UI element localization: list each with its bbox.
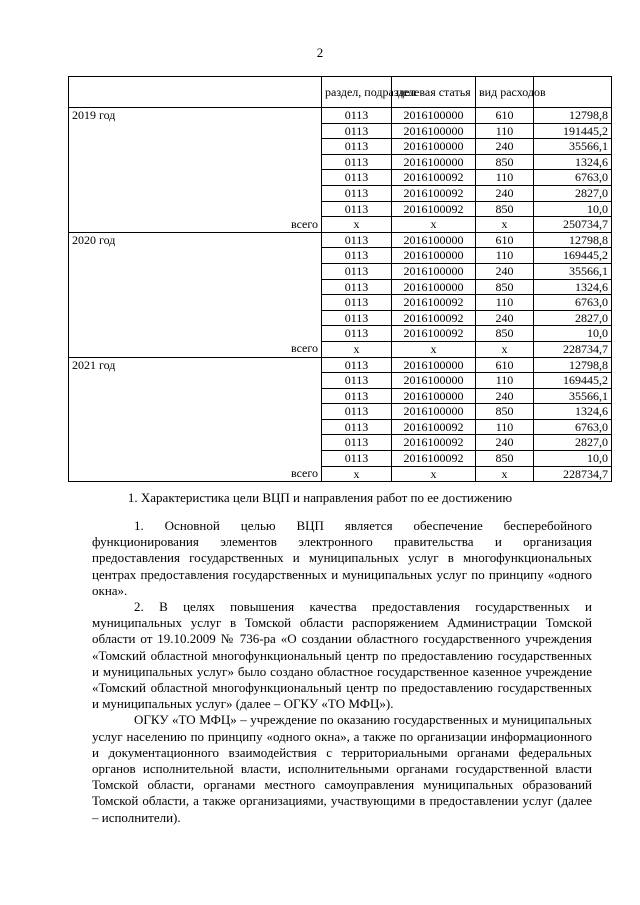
cell-amount: 169445,2 bbox=[534, 373, 612, 389]
paragraph-1: 1. Основной целью ВЦП является обеспечение бесперебойного функционирования элементов электронного правительства и организация предоставления государственных и муниципальных услуг в многофункциональных центрах предоставления государственных и муниципальных услуг по принципу «одного окна». bbox=[92, 518, 592, 598]
cell-amount: 35566,1 bbox=[534, 263, 612, 279]
total-row bbox=[69, 466, 612, 482]
cell-type: 850 bbox=[476, 326, 534, 342]
cell-type: 240 bbox=[476, 263, 534, 279]
cell-type: 110 bbox=[476, 419, 534, 435]
header-target: целевая статья bbox=[392, 77, 476, 108]
total-amount: 228734,7 bbox=[534, 341, 612, 357]
row-label-empty bbox=[69, 201, 322, 217]
cell-amount: 10,0 bbox=[534, 201, 612, 217]
cell-target: 2016100092 bbox=[392, 185, 476, 201]
cell-target: 2016100092 bbox=[392, 170, 476, 186]
total-target: х bbox=[392, 341, 476, 357]
cell-target: 2016100000 bbox=[392, 248, 476, 264]
year-label: 2019 год bbox=[69, 108, 322, 124]
cell-type: 110 bbox=[476, 170, 534, 186]
row-label-empty bbox=[69, 263, 322, 279]
row-label-empty bbox=[69, 295, 322, 311]
total-type: х bbox=[476, 341, 534, 357]
cell-amount: 12798,8 bbox=[534, 232, 612, 248]
cell-section: 0113 bbox=[322, 404, 392, 420]
cell-target: 2016100000 bbox=[392, 123, 476, 139]
header-label bbox=[69, 77, 322, 108]
cell-section: 0113 bbox=[322, 295, 392, 311]
cell-section: 0113 bbox=[322, 123, 392, 139]
row-label-empty bbox=[69, 388, 322, 404]
row-label-empty bbox=[69, 279, 322, 295]
cell-section: 0113 bbox=[322, 388, 392, 404]
row-label-empty bbox=[69, 451, 322, 467]
cell-amount: 1324,6 bbox=[534, 154, 612, 170]
cell-section: 0113 bbox=[322, 279, 392, 295]
table-row bbox=[69, 232, 612, 248]
cell-amount: 2827,0 bbox=[534, 185, 612, 201]
total-target: х bbox=[392, 466, 476, 482]
cell-type: 110 bbox=[476, 295, 534, 311]
total-amount: 250734,7 bbox=[534, 217, 612, 233]
cell-type: 240 bbox=[476, 435, 534, 451]
table-row bbox=[69, 404, 612, 420]
cell-type: 610 bbox=[476, 357, 534, 373]
cell-target: 2016100000 bbox=[392, 108, 476, 124]
table-row bbox=[69, 357, 612, 373]
cell-section: 0113 bbox=[322, 108, 392, 124]
cell-target: 2016100000 bbox=[392, 139, 476, 155]
cell-target: 2016100000 bbox=[392, 404, 476, 420]
table-row bbox=[69, 263, 612, 279]
cell-amount: 35566,1 bbox=[534, 388, 612, 404]
cell-type: 850 bbox=[476, 154, 534, 170]
total-amount: 228734,7 bbox=[534, 466, 612, 482]
table-row bbox=[69, 154, 612, 170]
header-section: раздел, подраздел bbox=[322, 77, 392, 108]
cell-type: 110 bbox=[476, 123, 534, 139]
table-row bbox=[69, 139, 612, 155]
table-row bbox=[69, 123, 612, 139]
table-row bbox=[69, 373, 612, 389]
table-row bbox=[69, 248, 612, 264]
total-section: х bbox=[322, 217, 392, 233]
cell-section: 0113 bbox=[322, 170, 392, 186]
header-type: вид расходов bbox=[476, 77, 534, 108]
budget-table bbox=[68, 76, 612, 482]
table-row bbox=[69, 435, 612, 451]
cell-amount: 12798,8 bbox=[534, 357, 612, 373]
cell-amount: 6763,0 bbox=[534, 170, 612, 186]
total-label: всего bbox=[69, 341, 322, 357]
cell-target: 2016100092 bbox=[392, 326, 476, 342]
row-label-empty bbox=[69, 404, 322, 420]
year-label: 2021 год bbox=[69, 357, 322, 373]
cell-target: 2016100092 bbox=[392, 419, 476, 435]
paragraph-3: ОГКУ «ТО МФЦ» – учреждение по оказанию государственных и муниципальных услуг населению по принципу «одного окна», а также по организации информационного и документационного взаимодействия с территориальными органами федеральных органов исполнительной власти, исполнительными органами государственной власти Томской области, органами местного самоуправления муниципальных образований Томской области, а также организациями, участвующими в предоставлении услуг (далее – исполнители). bbox=[92, 712, 592, 825]
table-row bbox=[69, 295, 612, 311]
table-row bbox=[69, 451, 612, 467]
total-type: х bbox=[476, 217, 534, 233]
cell-section: 0113 bbox=[322, 248, 392, 264]
cell-section: 0113 bbox=[322, 139, 392, 155]
cell-target: 2016100092 bbox=[392, 310, 476, 326]
row-label-empty bbox=[69, 123, 322, 139]
row-label-empty bbox=[69, 310, 322, 326]
cell-amount: 6763,0 bbox=[534, 295, 612, 311]
cell-target: 2016100000 bbox=[392, 263, 476, 279]
table-header-row bbox=[69, 77, 612, 108]
cell-amount: 10,0 bbox=[534, 326, 612, 342]
cell-amount: 10,0 bbox=[534, 451, 612, 467]
cell-target: 2016100092 bbox=[392, 295, 476, 311]
row-label-empty bbox=[69, 170, 322, 186]
cell-target: 2016100000 bbox=[392, 373, 476, 389]
cell-target: 2016100092 bbox=[392, 451, 476, 467]
row-label-empty bbox=[69, 185, 322, 201]
cell-type: 850 bbox=[476, 279, 534, 295]
cell-type: 610 bbox=[476, 232, 534, 248]
cell-target: 2016100000 bbox=[392, 357, 476, 373]
cell-section: 0113 bbox=[322, 357, 392, 373]
total-target: х bbox=[392, 217, 476, 233]
cell-target: 2016100000 bbox=[392, 232, 476, 248]
row-label-empty bbox=[69, 248, 322, 264]
cell-type: 850 bbox=[476, 404, 534, 420]
table-row bbox=[69, 170, 612, 186]
cell-amount: 2827,0 bbox=[534, 310, 612, 326]
page-number: 2 bbox=[316, 45, 324, 60]
total-label: всего bbox=[69, 466, 322, 482]
cell-type: 850 bbox=[476, 451, 534, 467]
cell-section: 0113 bbox=[322, 232, 392, 248]
section-heading: 1. Характеристика цели ВЦП и направления работ по ее достижению bbox=[127, 490, 513, 505]
cell-target: 2016100000 bbox=[392, 154, 476, 170]
cell-section: 0113 bbox=[322, 263, 392, 279]
total-label: всего bbox=[69, 217, 322, 233]
cell-amount: 2827,0 bbox=[534, 435, 612, 451]
table-row bbox=[69, 279, 612, 295]
row-label-empty bbox=[69, 326, 322, 342]
cell-target: 2016100092 bbox=[392, 201, 476, 217]
cell-type: 240 bbox=[476, 139, 534, 155]
year-label: 2020 год bbox=[69, 232, 322, 248]
cell-amount: 12798,8 bbox=[534, 108, 612, 124]
cell-section: 0113 bbox=[322, 326, 392, 342]
cell-amount: 169445,2 bbox=[534, 248, 612, 264]
cell-type: 110 bbox=[476, 248, 534, 264]
cell-section: 0113 bbox=[322, 451, 392, 467]
cell-section: 0113 bbox=[322, 185, 392, 201]
cell-section: 0113 bbox=[322, 310, 392, 326]
cell-section: 0113 bbox=[322, 373, 392, 389]
row-label-empty bbox=[69, 139, 322, 155]
cell-target: 2016100092 bbox=[392, 435, 476, 451]
cell-section: 0113 bbox=[322, 201, 392, 217]
cell-section: 0113 bbox=[322, 419, 392, 435]
row-label-empty bbox=[69, 373, 322, 389]
cell-type: 850 bbox=[476, 201, 534, 217]
cell-amount: 6763,0 bbox=[534, 419, 612, 435]
cell-type: 240 bbox=[476, 388, 534, 404]
table-row bbox=[69, 108, 612, 124]
body-text bbox=[92, 518, 592, 826]
cell-section: 0113 bbox=[322, 154, 392, 170]
cell-target: 2016100000 bbox=[392, 388, 476, 404]
table-row bbox=[69, 419, 612, 435]
table-row bbox=[69, 326, 612, 342]
cell-amount: 191445,2 bbox=[534, 123, 612, 139]
total-section: х bbox=[322, 466, 392, 482]
row-label-empty bbox=[69, 435, 322, 451]
total-type: х bbox=[476, 466, 534, 482]
cell-amount: 35566,1 bbox=[534, 139, 612, 155]
table-row bbox=[69, 388, 612, 404]
total-section: х bbox=[322, 341, 392, 357]
cell-type: 610 bbox=[476, 108, 534, 124]
table-row bbox=[69, 185, 612, 201]
total-row bbox=[69, 341, 612, 357]
cell-type: 110 bbox=[476, 373, 534, 389]
table-row bbox=[69, 201, 612, 217]
cell-type: 240 bbox=[476, 310, 534, 326]
total-row bbox=[69, 217, 612, 233]
table-row bbox=[69, 310, 612, 326]
cell-amount: 1324,6 bbox=[534, 279, 612, 295]
cell-section: 0113 bbox=[322, 435, 392, 451]
row-label-empty bbox=[69, 154, 322, 170]
cell-target: 2016100000 bbox=[392, 279, 476, 295]
cell-amount: 1324,6 bbox=[534, 404, 612, 420]
cell-type: 240 bbox=[476, 185, 534, 201]
row-label-empty bbox=[69, 419, 322, 435]
paragraph-2: 2. В целях повышения качества предоставления государственных и муниципальных услуг в Томской области распоряжением Администрации Томской области от 19.10.2009 № 736-ра «О создании областного государственного учреждения «Томский областной многофункциональный центр по предоставлению государственных и муниципальных услуг» было создано областное государственное казенное учреждение «Томский областной многофункциональный центр по предоставлению государственных и муниципальных услуг» (далее – ОГКУ «ТО МФЦ»). bbox=[92, 599, 592, 712]
